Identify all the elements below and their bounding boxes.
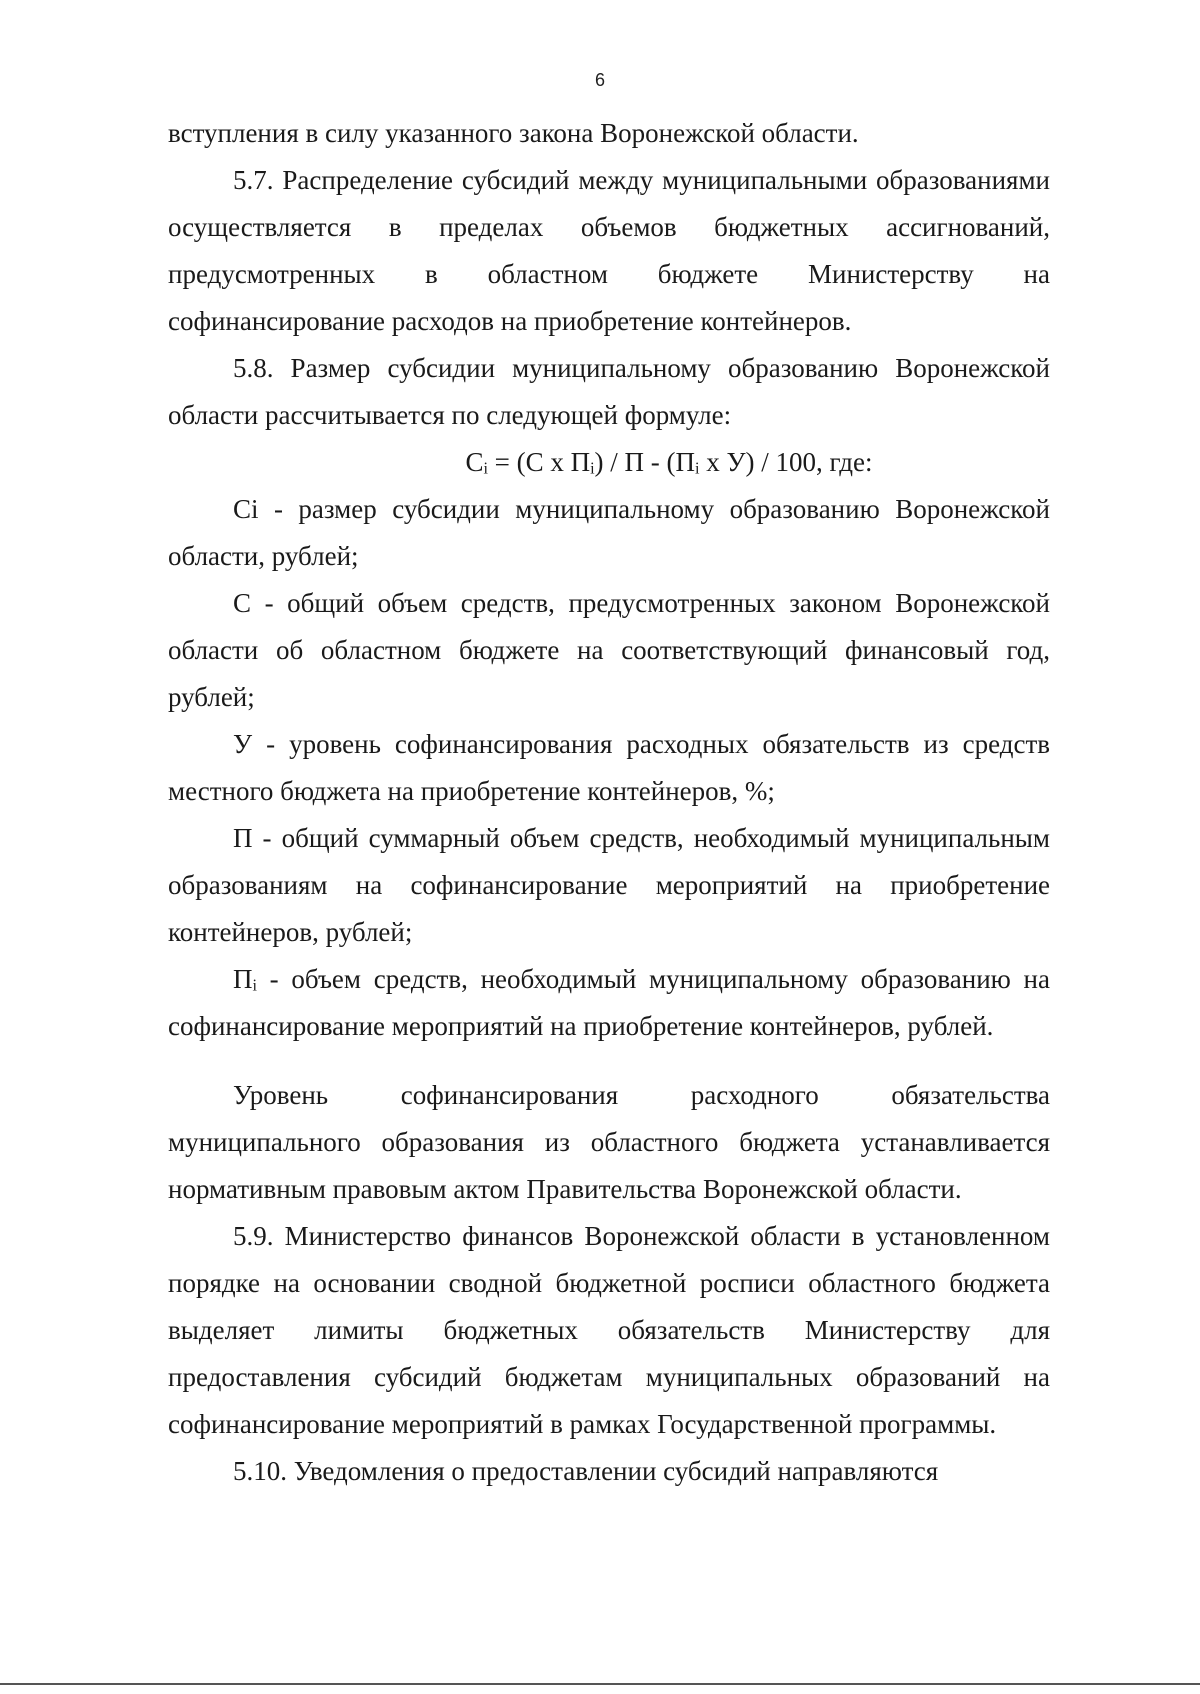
paragraph-5-9: 5.9. Министерство финансов Воронежской области в установленном порядке на основании сводной бюджетной росписи областного бюджета выделяет лимиты бюджетных обязательств Министерству для предоставления субсидий бюджетам муниципальных образований на софинансирование мероприятий в рамках Государственной программы. xyxy=(168,1221,1050,1439)
paragraph-5-7: 5.7. Распределение субсидий между муниципальными образованиями осуществляется в пределах объемов бюджетных ассигнований, предусмотренных в областном бюджете Министерству на софинансирование расходов на приобретение контейнеров. xyxy=(168,165,1050,336)
definition-ci: Ci - размер субсидии муниципальному образованию Воронежской области, рублей; xyxy=(168,494,1050,571)
definition-c: С - общий объем средств, предусмотренных законом Воронежской области об областном бюджете на соответствующий финансовый год, рублей; xyxy=(168,588,1050,712)
document-body xyxy=(168,110,1050,1495)
paragraph-continuation: вступления в силу указанного закона Воронежской области. xyxy=(168,118,859,148)
scan-bottom-edge-line xyxy=(0,1683,1200,1685)
definition-p: П - общий суммарный объем средств, необходимый муниципальным образованиям на софинансирование мероприятий на приобретение контейнеров, рублей; xyxy=(168,823,1050,947)
page-number: 6 xyxy=(594,70,605,90)
definition-pi: Пᵢ - объем средств, необходимый муниципальному образованию на софинансирование мероприятий на приобретение контейнеров, рублей. xyxy=(168,964,1050,1041)
paragraph-cofinancing-level: Уровень софинансирования расходного обязательства муниципального образования из областного бюджета устанавливается нормативным правовым актом Правительства Воронежской области. xyxy=(168,1080,1050,1204)
paragraph-5-10: 5.10. Уведомления о предоставлении субсидий направляются xyxy=(233,1456,939,1486)
subsidy-formula: Cᵢ = (С х Пᵢ) / П - (Пᵢ х У) / 100, где: xyxy=(465,447,873,477)
definition-u: У - уровень софинансирования расходных обязательств из средств местного бюджета на приобретение контейнеров, %; xyxy=(168,729,1050,806)
paragraph-5-8: 5.8. Размер субсидии муниципальному образованию Воронежской области рассчитывается по следующей формуле: xyxy=(168,353,1050,430)
